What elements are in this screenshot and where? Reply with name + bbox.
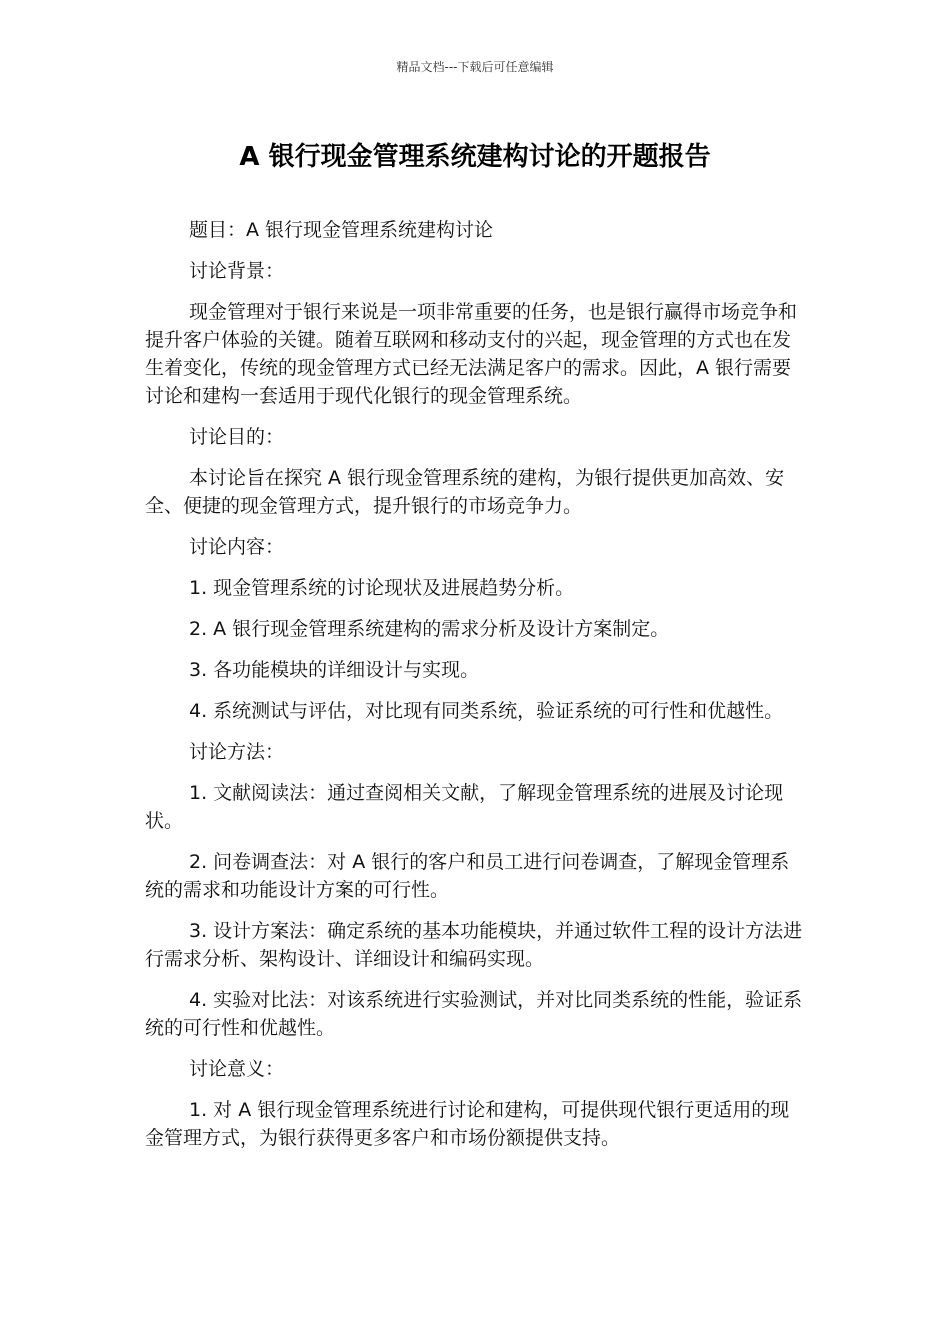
content-item: 2. A 银行现金管理系统建构的需求分析及设计方案制定。 xyxy=(189,618,670,640)
document-body xyxy=(145,216,805,1165)
content-item: 4. 系统测试与评估，对比现有同类系统，验证系统的可行性和优越性。 xyxy=(189,700,784,722)
content-item: 3. 各功能模块的详细设计与实现。 xyxy=(189,659,480,681)
significance-item: 1. 对 A 银行现金管理系统进行讨论和建构，可提供现代银行更适用的现金管理方式，为银行获得更多客户和市场份额提供支持。 xyxy=(145,1099,790,1149)
significance-heading: 讨论意义： xyxy=(189,1058,285,1080)
background-paragraph: 现金管理对于银行来说是一项非常重要的任务，也是银行赢得市场竞争和提升客户体验的关键。随着互联网和移动支付的兴起，现金管理的方式也在发生着变化，传统的现金管理方式已经无法满足客户的需求。因此，A 银行需要讨论和建构一套适用于现代化银行的现金管理系统。 xyxy=(145,301,798,407)
method-heading: 讨论方法： xyxy=(189,741,285,763)
content-item: 1. 现金管理系统的讨论现状及进展趋势分析。 xyxy=(189,577,575,599)
content-heading: 讨论内容： xyxy=(189,536,285,558)
purpose-paragraph: 本讨论旨在探究 A 银行现金管理系统的建构，为银行提供更加高效、安全、便捷的现金管理方式，提升银行的市场竞争力。 xyxy=(145,467,785,517)
method-item: 2. 问卷调查法：对 A 银行的客户和员工进行问卷调查，了解现金管理系统的需求和功能设计方案的可行性。 xyxy=(145,851,790,901)
purpose-heading: 讨论目的： xyxy=(189,426,285,448)
topic-line: 题目：A 银行现金管理系统建构讨论 xyxy=(189,219,494,241)
method-item: 4. 实验对比法：对该系统进行实验测试，并对比同类系统的性能，验证系统的可行性和优越性。 xyxy=(145,989,803,1039)
document-title: A 银行现金管理系统建构讨论的开题报告 xyxy=(239,142,711,172)
header-note: 精品文档---下载后可任意编辑 xyxy=(396,60,554,74)
method-item: 1. 文献阅读法：通过查阅相关文献，了解现金管理系统的进展及讨论现状。 xyxy=(145,782,784,832)
background-heading: 讨论背景： xyxy=(189,260,285,282)
method-item: 3. 设计方案法：确定系统的基本功能模块，并通过软件工程的设计方法进行需求分析、架构设计、详细设计和编码实现。 xyxy=(145,920,803,970)
